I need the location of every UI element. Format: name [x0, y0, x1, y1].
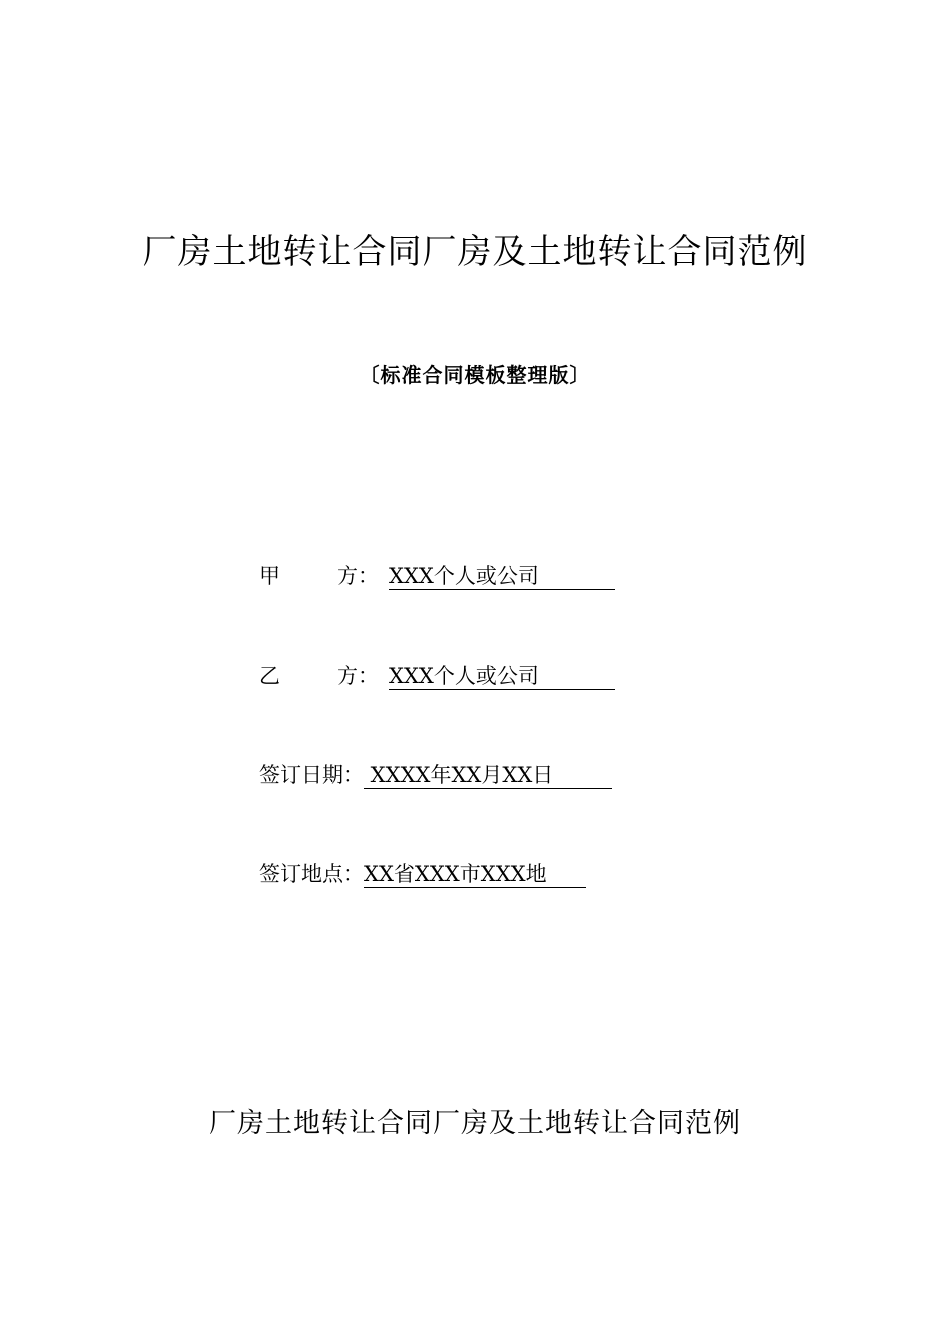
- sign-date-row: [259, 759, 612, 791]
- sign-date-label: 签订日期：: [259, 763, 364, 787]
- party-b-row: [259, 660, 615, 692]
- party-a-row: [259, 560, 615, 592]
- sign-place-label: 签订地点：: [259, 862, 364, 886]
- sign-date-value: XXXX年XX月XX日: [364, 762, 612, 789]
- party-a-label-char2: 方：: [337, 564, 379, 588]
- party-a-label: [259, 560, 389, 592]
- party-b-label-char1: 乙: [259, 664, 280, 688]
- party-b-value: XXX个人或公司: [389, 663, 615, 690]
- sign-place-value: XX省XXX市XXX地: [364, 861, 586, 888]
- page-subtitle: 〔标准合同模板整理版〕: [359, 363, 591, 387]
- party-b-label: [259, 660, 389, 692]
- page-title: 厂房土地转让合同厂房及土地转让合同范例: [142, 232, 808, 272]
- sign-place-row: [259, 858, 586, 890]
- party-b-label-char2: 方：: [337, 664, 379, 688]
- party-a-label-char1: 甲: [259, 564, 280, 588]
- footer-title: 厂房土地转让合同厂房及土地转让合同范例: [209, 1108, 741, 1139]
- party-a-value: XXX个人或公司: [389, 563, 615, 590]
